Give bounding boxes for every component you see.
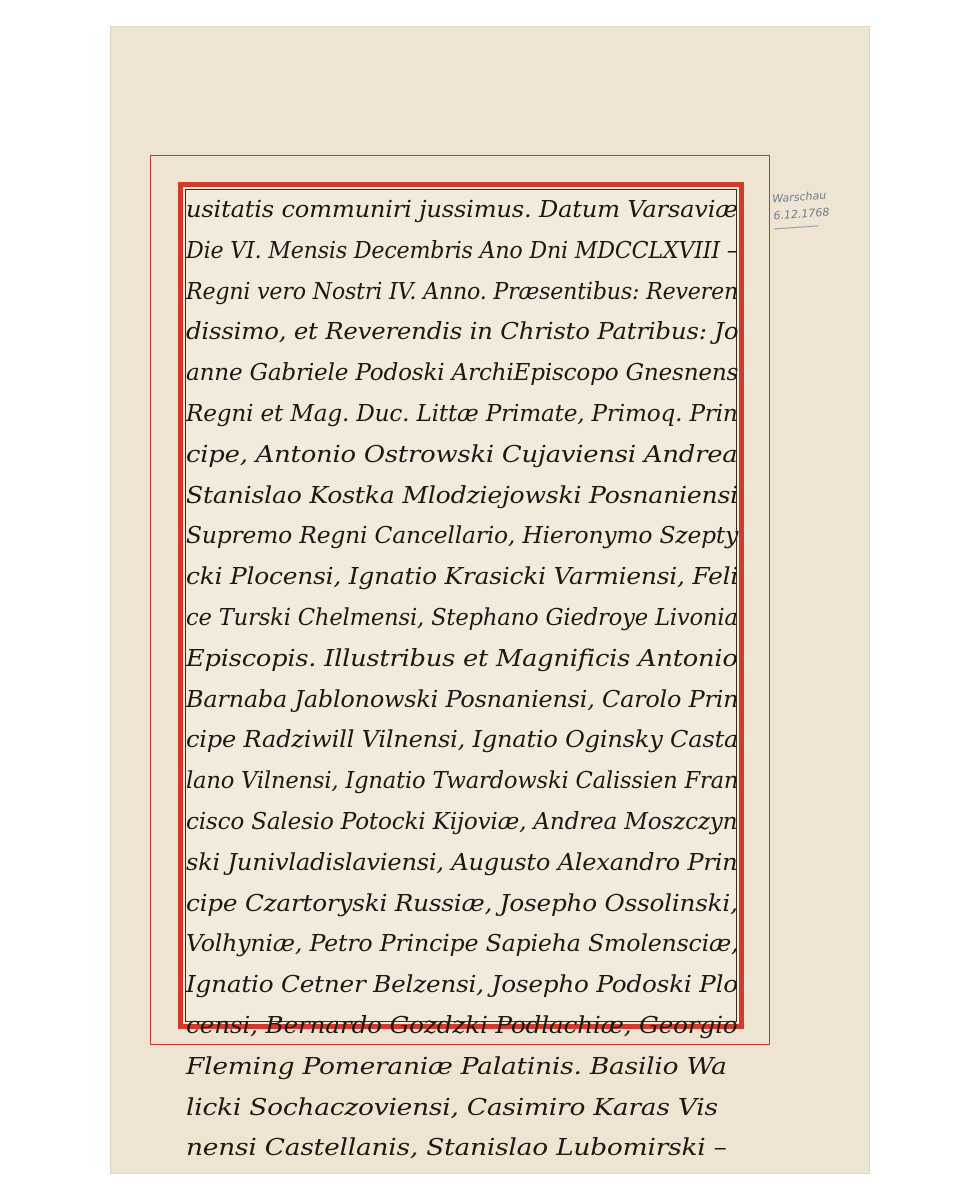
margin-note-place: Warschau — [771, 188, 827, 206]
text-line-2: Die VI. Mensis Decembris Ano Dni MDCCLXVIII – — [186, 237, 738, 264]
text-line-13: Barnaba Jablonowski Posnaniensi, Carolo Prin — [186, 686, 739, 713]
text-line-9: Supremo Regni Cancellario, Hieronymo Szepty — [186, 523, 739, 550]
text-line-10: cki Plocensi, Ignatio Krasicki Varmiensi, Feli — [186, 564, 739, 591]
text-line-1: usitatis communiri jussimus. Datum Varsaviæ — [186, 197, 738, 223]
text-line-7: cipe, Antonio Ostrowski Cujaviensi Andrea — [186, 441, 738, 468]
text-line-6: Regni et Mag. Duc. Littæ Primate, Primoq. Prin — [186, 400, 738, 427]
text-line-19: Volhyniæ, Petro Principe Sapieha Smolensciæ, — [186, 931, 739, 958]
text-line-8: Stanislao Kostka Mlodziejowski Posnaniensi — [186, 482, 739, 509]
text-line-5: anne Gabriele Podoski ArchiEpiscopo Gnesnens — [186, 360, 739, 387]
text-line-15: lano Vilnensi, Ignatio Twardowski Calissien Fran — [186, 768, 739, 795]
text-line-17: ski Junivladislaviensi, Augusto Alexandro Prin — [186, 849, 738, 876]
text-line-23: licki Sochaczoviensi, Casimiro Karas Vis — [186, 1094, 718, 1121]
text-line-16: cisco Salesio Potocki Kijoviæ, Andrea Moszczyn — [186, 808, 738, 835]
manuscript-text — [186, 190, 739, 1162]
text-line-18: cipe Czartoryski Russiæ, Josepho Ossolinski, — [186, 890, 738, 917]
text-line-21: censi, Bernardo Gozdzki Podlachiæ, Georgio — [186, 1012, 738, 1039]
text-line-22: Fleming Pomeraniæ Palatinis. Basilio Wa — [186, 1053, 727, 1080]
text-line-12: Episcopis. Illustribus et Magnificis Antonio — [186, 645, 738, 672]
text-line-24: nensi Castellanis, Stanislao Lubomirski – — [186, 1135, 727, 1162]
text-line-3: Regni vero Nostri IV. Anno. Præsentibus: Reveren — [186, 278, 739, 305]
text-line-14: cipe Radziwill Vilnensi, Ignatio Oginsky Casta — [186, 727, 739, 754]
margin-note — [772, 186, 845, 230]
margin-note-date: 6.12.1768 — [773, 205, 830, 223]
text-line-20: Ignatio Cetner Belzensi, Josepho Podoski Plo — [186, 972, 738, 999]
text-line-11: ce Turski Chelmensi, Stephano Giedroye Livonia — [186, 604, 738, 631]
text-line-4: dissimo, et Reverendis in Christo Patribus: Jo — [186, 319, 739, 346]
